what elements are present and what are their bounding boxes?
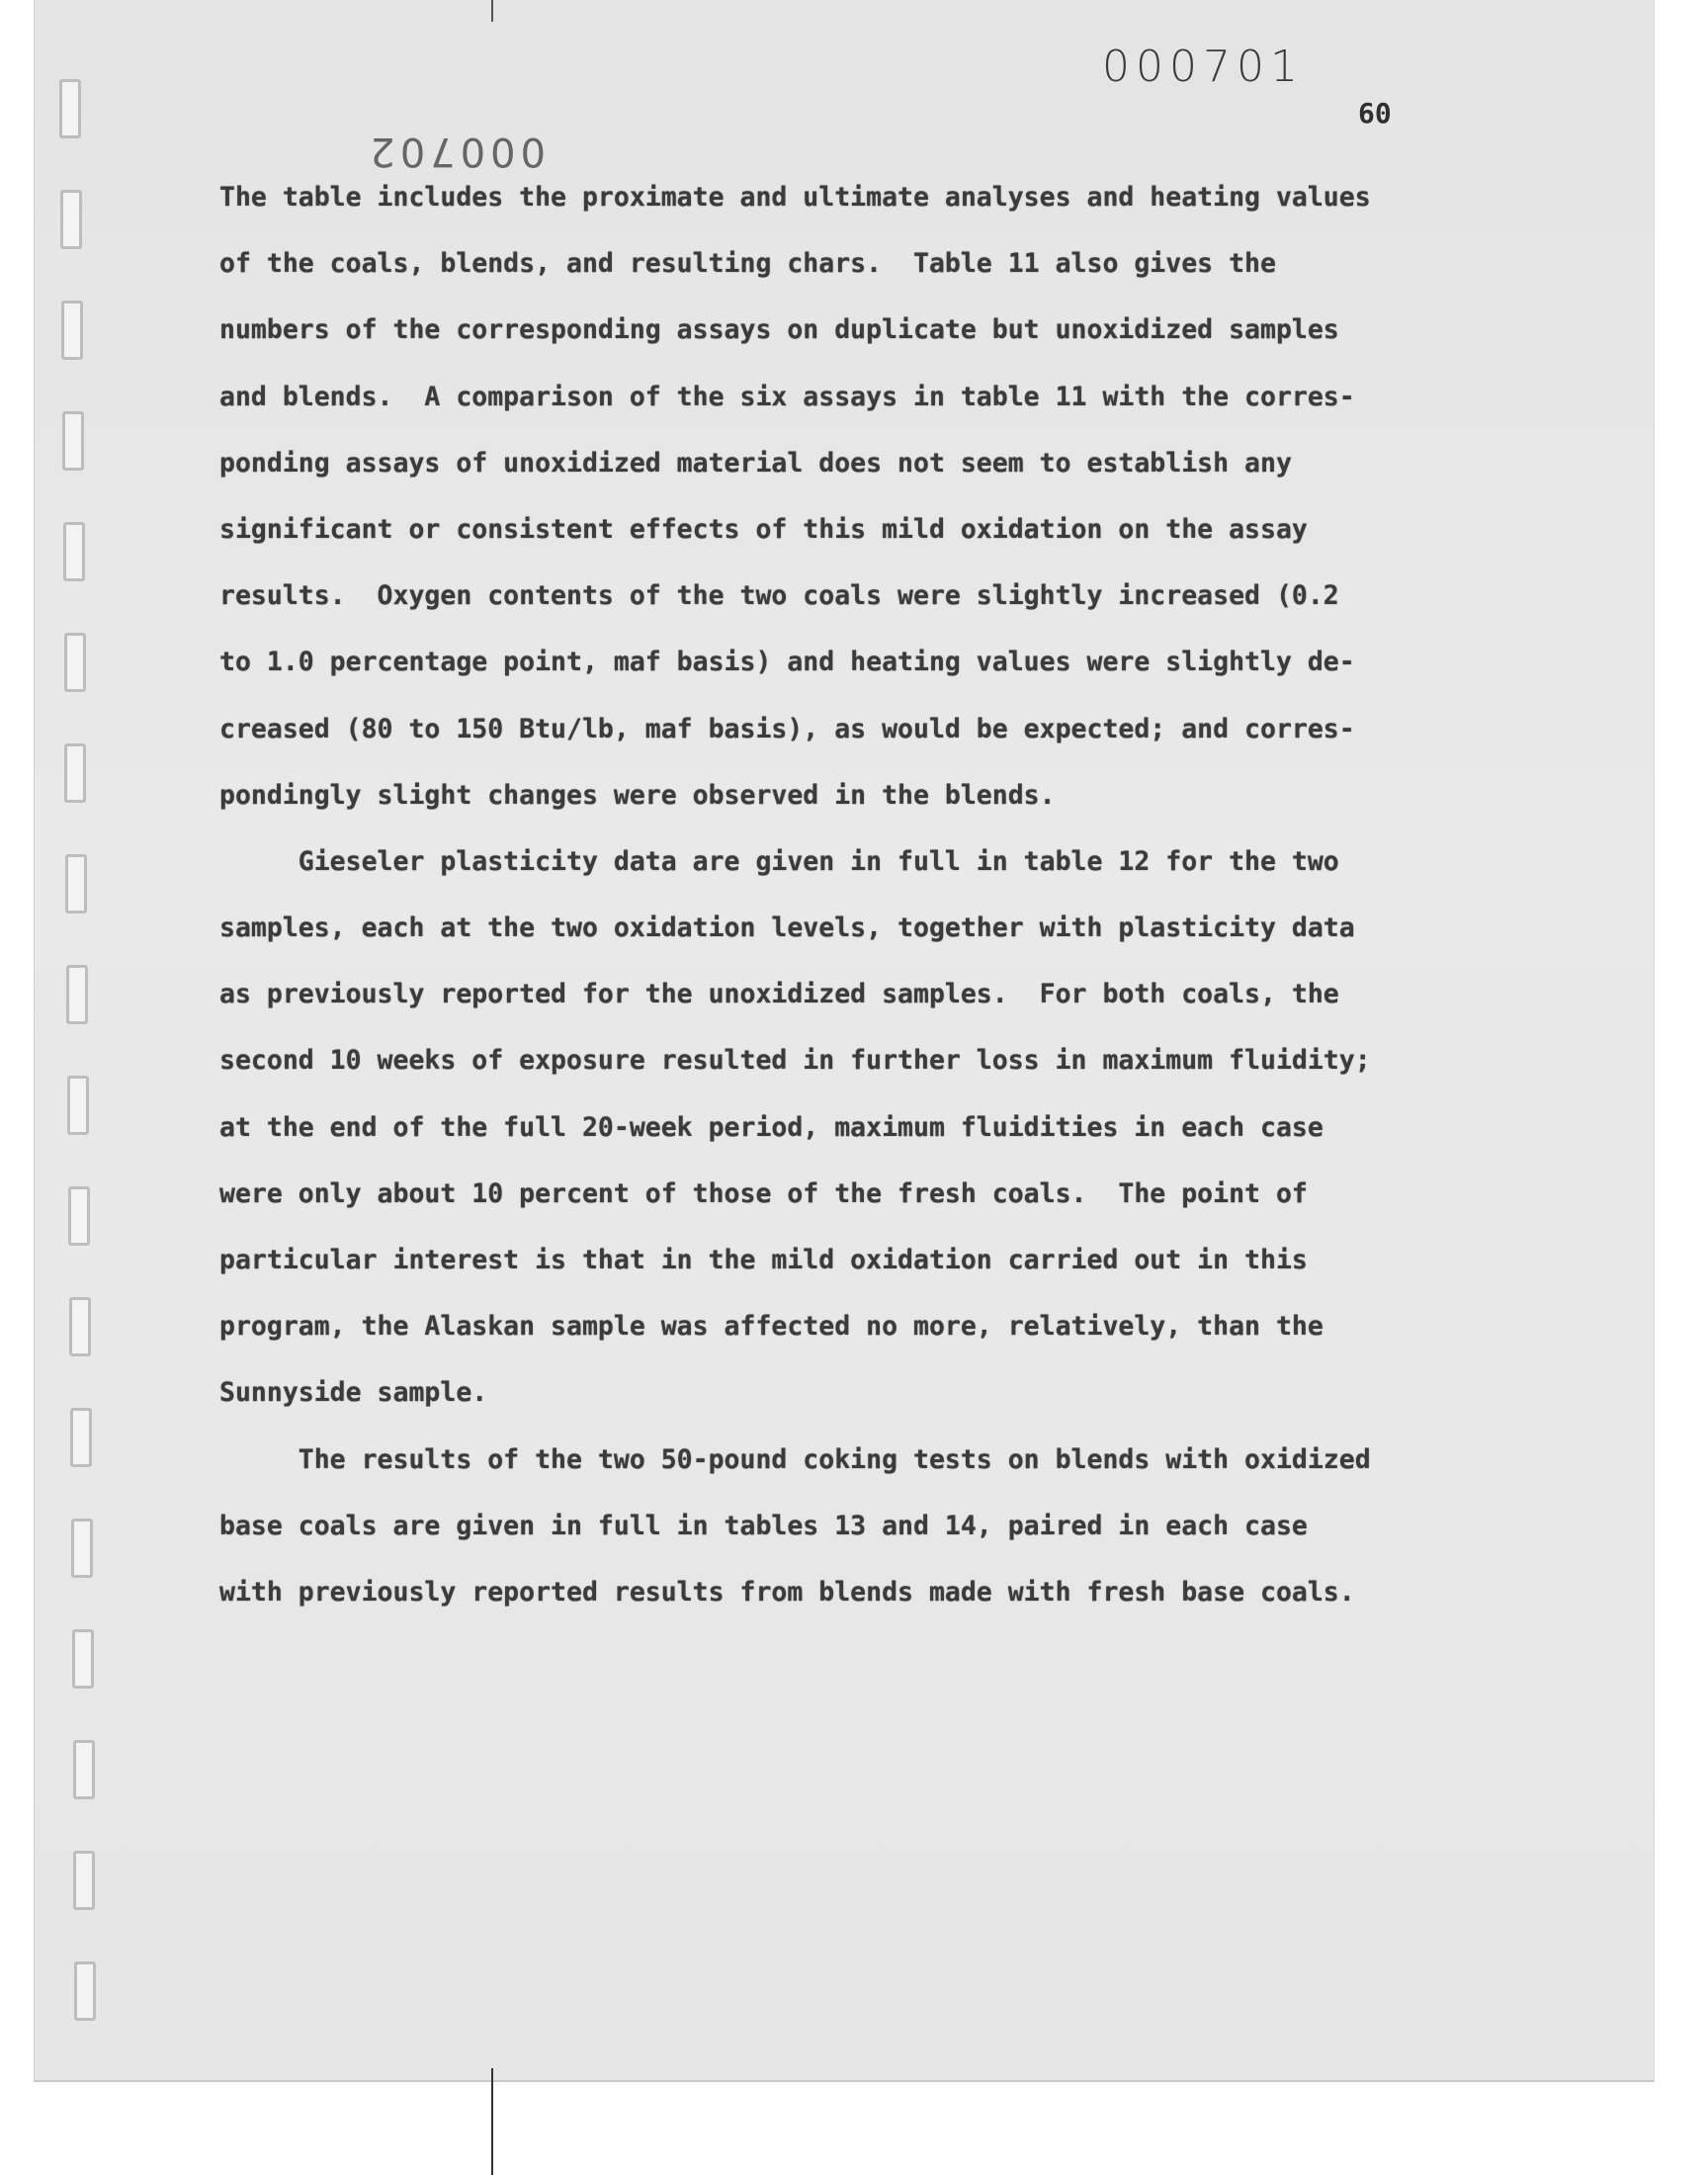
sprocket-hole (66, 965, 88, 1024)
text-line: results. Oxygen contents of the two coals were slightly increased (0.2 (219, 580, 1339, 612)
sprocket-hole (67, 1076, 89, 1135)
text-line: at the end of the full 20-week period, maximum fluidities in each case (219, 1111, 1324, 1143)
page-edge-mark-top (491, 0, 493, 22)
page-edge-mark-bottom (491, 2068, 493, 2175)
sprocket-hole (71, 1519, 93, 1578)
text-line: and blends. A comparison of the six assays in table 11 with the corres- (219, 381, 1355, 412)
sprocket-hole (74, 1961, 96, 2021)
text-line: to 1.0 percentage point, maf basis) and heating values were slightly de- (219, 647, 1355, 678)
archive-stamp-number: 000701 (1102, 42, 1304, 92)
text-line: samples, each at the two oxidation levels, together with plasticity data (219, 913, 1355, 944)
body-text (219, 164, 1461, 1625)
sprocket-hole (69, 1297, 91, 1356)
sprocket-hole (72, 1629, 94, 1689)
text-line: as previously reported for the unoxidized samples. For both coals, the (219, 979, 1339, 1010)
sprocket-hole (68, 1186, 90, 1246)
text-line: second 10 weeks of exposure resulted in further loss in maximum fluidity; (219, 1045, 1371, 1077)
text-line: ponding assays of unoxidized material does not seem to establish any (219, 447, 1292, 478)
paragraph-3 (219, 1427, 1461, 1626)
sprocket-hole (59, 79, 81, 138)
text-line: particular interest is that in the mild oxidation carried out in this (219, 1245, 1308, 1275)
sprocket-hole (65, 854, 87, 914)
paragraph-1 (219, 164, 1461, 828)
sprocket-hole (61, 301, 83, 360)
text-line: Gieseler plasticity data are given in full in table 12 for the two (219, 845, 1339, 877)
page-number: 60 (1358, 97, 1392, 130)
sprocket-hole (73, 1740, 95, 1799)
text-line: The table includes the proximate and ultimate analyses and heating values (219, 182, 1371, 213)
text-line: creased (80 to 150 Btu/lb, maf basis), as would be expected; and corres- (219, 713, 1355, 744)
text-line: significant or consistent effects of this mild oxidation on the assay (219, 513, 1308, 545)
text-line: with previously reported results from blends made with fresh base coals. (219, 1576, 1355, 1608)
text-line: numbers of the corresponding assays on duplicate but unoxidized samples (219, 314, 1339, 346)
sprocket-hole (64, 633, 86, 692)
sprocket-hole (64, 743, 86, 803)
text-line: base coals are given in full in tables 13 and 14, paired in each case (219, 1510, 1308, 1541)
text-line: of the coals, blends, and resulting chars. Table 11 also gives the (219, 248, 1276, 280)
text-line: program, the Alaskan sample was affected no more, relatively, than the (219, 1311, 1324, 1343)
sprocket-hole (70, 1408, 92, 1467)
archive-stamp-rotated: 000702 (365, 129, 546, 174)
sprocket-hole (73, 1851, 95, 1910)
text-line: pondingly slight changes were observed in the blends. (219, 779, 1056, 811)
paragraph-2 (219, 828, 1461, 1427)
text-line: The results of the two 50-pound coking tests on blends with oxidized (219, 1443, 1371, 1475)
text-line: Sunnyside sample. (219, 1377, 488, 1409)
sprocket-hole (62, 411, 84, 471)
sprocket-hole (63, 522, 85, 581)
sprocket-hole (60, 190, 82, 249)
text-line: were only about 10 percent of those of the fresh coals. The point of (219, 1177, 1308, 1209)
